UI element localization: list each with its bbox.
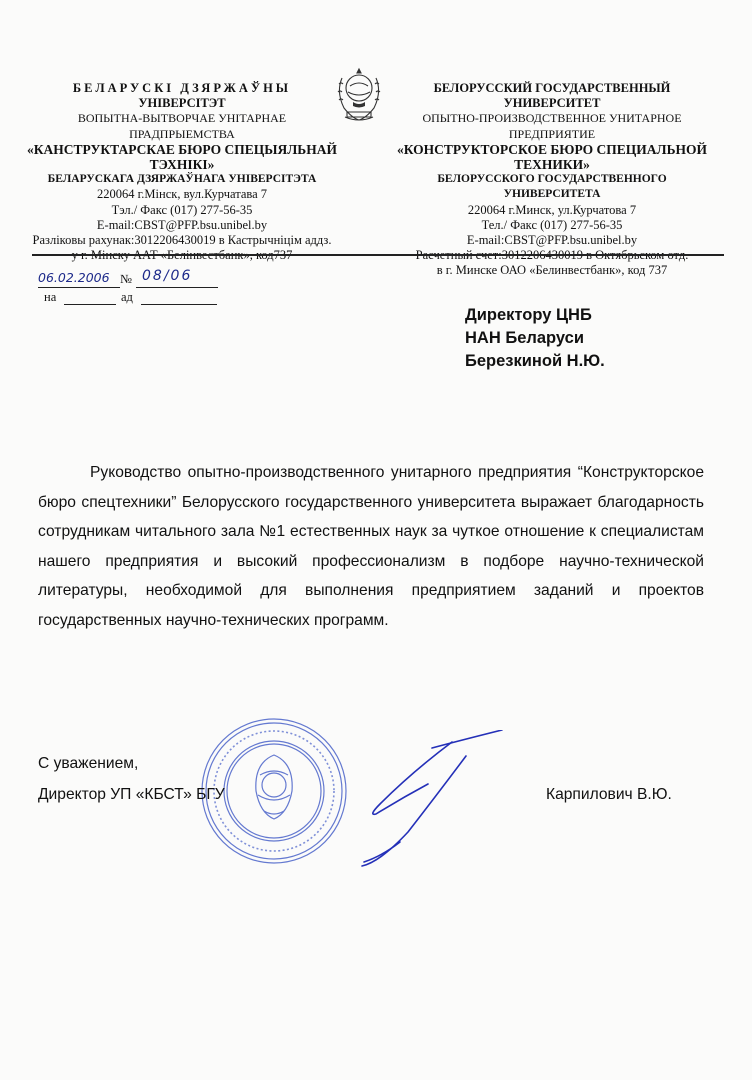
- header-left-email: E-mail:CBST@PFP.bsu.unibel.by: [96, 217, 268, 232]
- reference-line1: [38, 268, 218, 290]
- header-right-email: E-mail:CBST@PFP.bsu.unibel.by: [466, 233, 638, 248]
- addressee-line3: Березкиной Н.Ю.: [465, 352, 605, 370]
- header-left-line7: БЕЛАРУСКАГА ДЗЯРЖАЎНАГА УНІВЕРСІТЭТА: [47, 173, 317, 186]
- reference-number-sign: №: [120, 272, 132, 286]
- header-left-account: Разліковы рахунак:3012206430019 в Кастрычніцім аддз.: [32, 233, 332, 248]
- reference-ad: ад: [121, 290, 133, 304]
- header-right-line4: ПРЕДПРИЯТИЕ: [508, 126, 596, 141]
- addressee-line1: Директору ЦНБ: [465, 306, 592, 324]
- header-left: [18, 81, 346, 263]
- closing-regards: С уважением,: [38, 755, 139, 772]
- header-divider: [32, 254, 724, 256]
- header-left-line1: БЕЛАРУСКІ ДЗЯРЖАЎНЫ: [72, 81, 292, 95]
- header-left-line6: ТЭХНІКІ»: [149, 157, 215, 173]
- reference-date: 06.02.2006: [38, 270, 110, 285]
- reference-line2: [44, 290, 224, 308]
- reference-na: на: [44, 290, 57, 304]
- header-right-line3: ОПЫТНО-ПРОИЗВОДСТВЕННОЕ УНИТАРНОЕ: [422, 111, 682, 126]
- closing-position: Директор УП «КБСТ» БГУ: [38, 786, 225, 803]
- addressee-block: [465, 304, 605, 373]
- header-right-bank: в г. Минске ОАО «Белинвестбанк», код 737: [436, 263, 668, 278]
- header-right-line1: БЕЛОРУССКИЙ ГОСУДАРСТВЕННЫЙ: [433, 81, 671, 95]
- header-left-phone: Тэл./ Факс (017) 277-56-35: [111, 202, 253, 217]
- header-left-line2: УНІВЕРСІТЭТ: [138, 96, 226, 111]
- header-right-phone: Тел./ Факс (017) 277-56-35: [481, 217, 623, 232]
- header-left-address: 220064 г.Мінск, вул.Курчатава 7: [96, 187, 268, 202]
- header-left-line4: ПРАДПРЫЕМСТВА: [129, 126, 235, 141]
- header-right-line7: БЕЛОРУССКОГО ГОСУДАРСТВЕННОГО УНИВЕРСИТЕТА: [437, 173, 667, 201]
- header-right-line6: ТЕХНИКИ»: [514, 157, 590, 173]
- header-right: [388, 81, 716, 279]
- header-left-bank: у г. Мінску ААТ «Белінвестбанк», код737: [71, 248, 293, 263]
- addressee-line2: НАН Беларуси: [465, 329, 584, 347]
- header-left-line5: «КАНСТРУКТАРСКАЕ БЮРО СПЕЦЫЯЛЬНАЙ: [27, 141, 337, 157]
- header-right-line2: УНИВЕРСИТЕТ: [503, 96, 601, 111]
- header-right-address: 220064 г.Минск, ул.Курчатова 7: [467, 202, 637, 217]
- body-paragraph: Руководство опытно-производственного унитарного предприятия “Конструкторское бюро спецтехники” Белорусского государственного университета выражает благодарность сотрудникам читального зала №1 естественных наук за чуткое отношение к специалистам нашего предприятия и высокий профессионализм в подборе научно-технической литературы, необходимой для выполнения предприятием заданий и проектов государственных научно-технических программ.: [38, 464, 704, 629]
- reference-number: 08/06: [142, 268, 193, 284]
- letter-body: [38, 458, 704, 636]
- header-right-account: Расчетный счет:3012206430019 в Октябрьском отд.: [415, 248, 689, 263]
- signer-name: Карпилович В.Ю.: [546, 786, 672, 803]
- handwritten-signature: [360, 730, 510, 870]
- header-left-line3: ВОПЫТНА-ВЫТВОРЧАЕ УНІТАРНАЕ: [77, 111, 287, 126]
- header-right-line5: «КОНСТРУКТОРСКОЕ БЮРО СПЕЦИАЛЬНОЙ: [396, 141, 708, 157]
- state-emblem-icon: [333, 66, 385, 124]
